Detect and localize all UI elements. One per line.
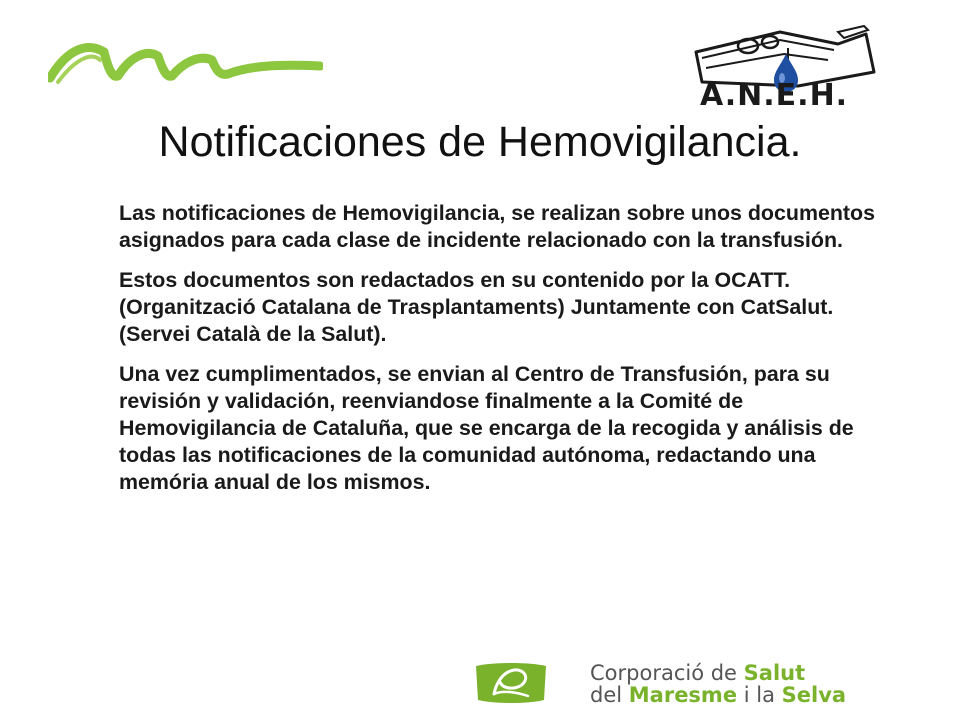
corporacio-mark-icon: [472, 660, 550, 706]
corp-line-2-strong2: Selva: [781, 683, 847, 707]
corp-line-2-strong: Maresme: [628, 683, 738, 707]
corporacio-logo-text: [590, 662, 846, 706]
aneh-logo-text: A.N.E.H.: [700, 78, 849, 113]
body-text: [119, 200, 879, 509]
corp-line-1-strong: Salut: [743, 661, 806, 685]
corp-line-2-middle: i la: [737, 683, 782, 707]
corp-line-1: [590, 662, 846, 684]
paragraph-2: Estos documentos son redactados en su contenido por la OCATT. (Organització Catalana de Trasplantaments) Juntamente con CatSalut. (Servei Català de la Salut).: [119, 268, 834, 346]
slide-title: Notificaciones de Hemovigilancia.: [158, 118, 802, 166]
green-wave-logo-icon: [48, 38, 323, 90]
paragraph-1: Las notificaciones de Hemovigilancia, se realizan sobre unos documentos asignados para cada clase de incidente relacionado con la transfusión.: [119, 201, 876, 252]
corp-line-2-prefix: del: [590, 683, 629, 707]
corp-line-2: [590, 684, 846, 706]
paragraph-3: Una vez cumplimentados, se envian al Centro de Transfusión, para su revisión y validación, reenviandose finalmente a la Comité de Hemovigilancia de Cataluña, que se encarga de la recogida y análisis de todas las notificaciones de la comunidad autónoma, redactando una memória anual de los mismos.: [119, 362, 854, 494]
corp-line-1-prefix: Corporació de: [590, 661, 744, 685]
